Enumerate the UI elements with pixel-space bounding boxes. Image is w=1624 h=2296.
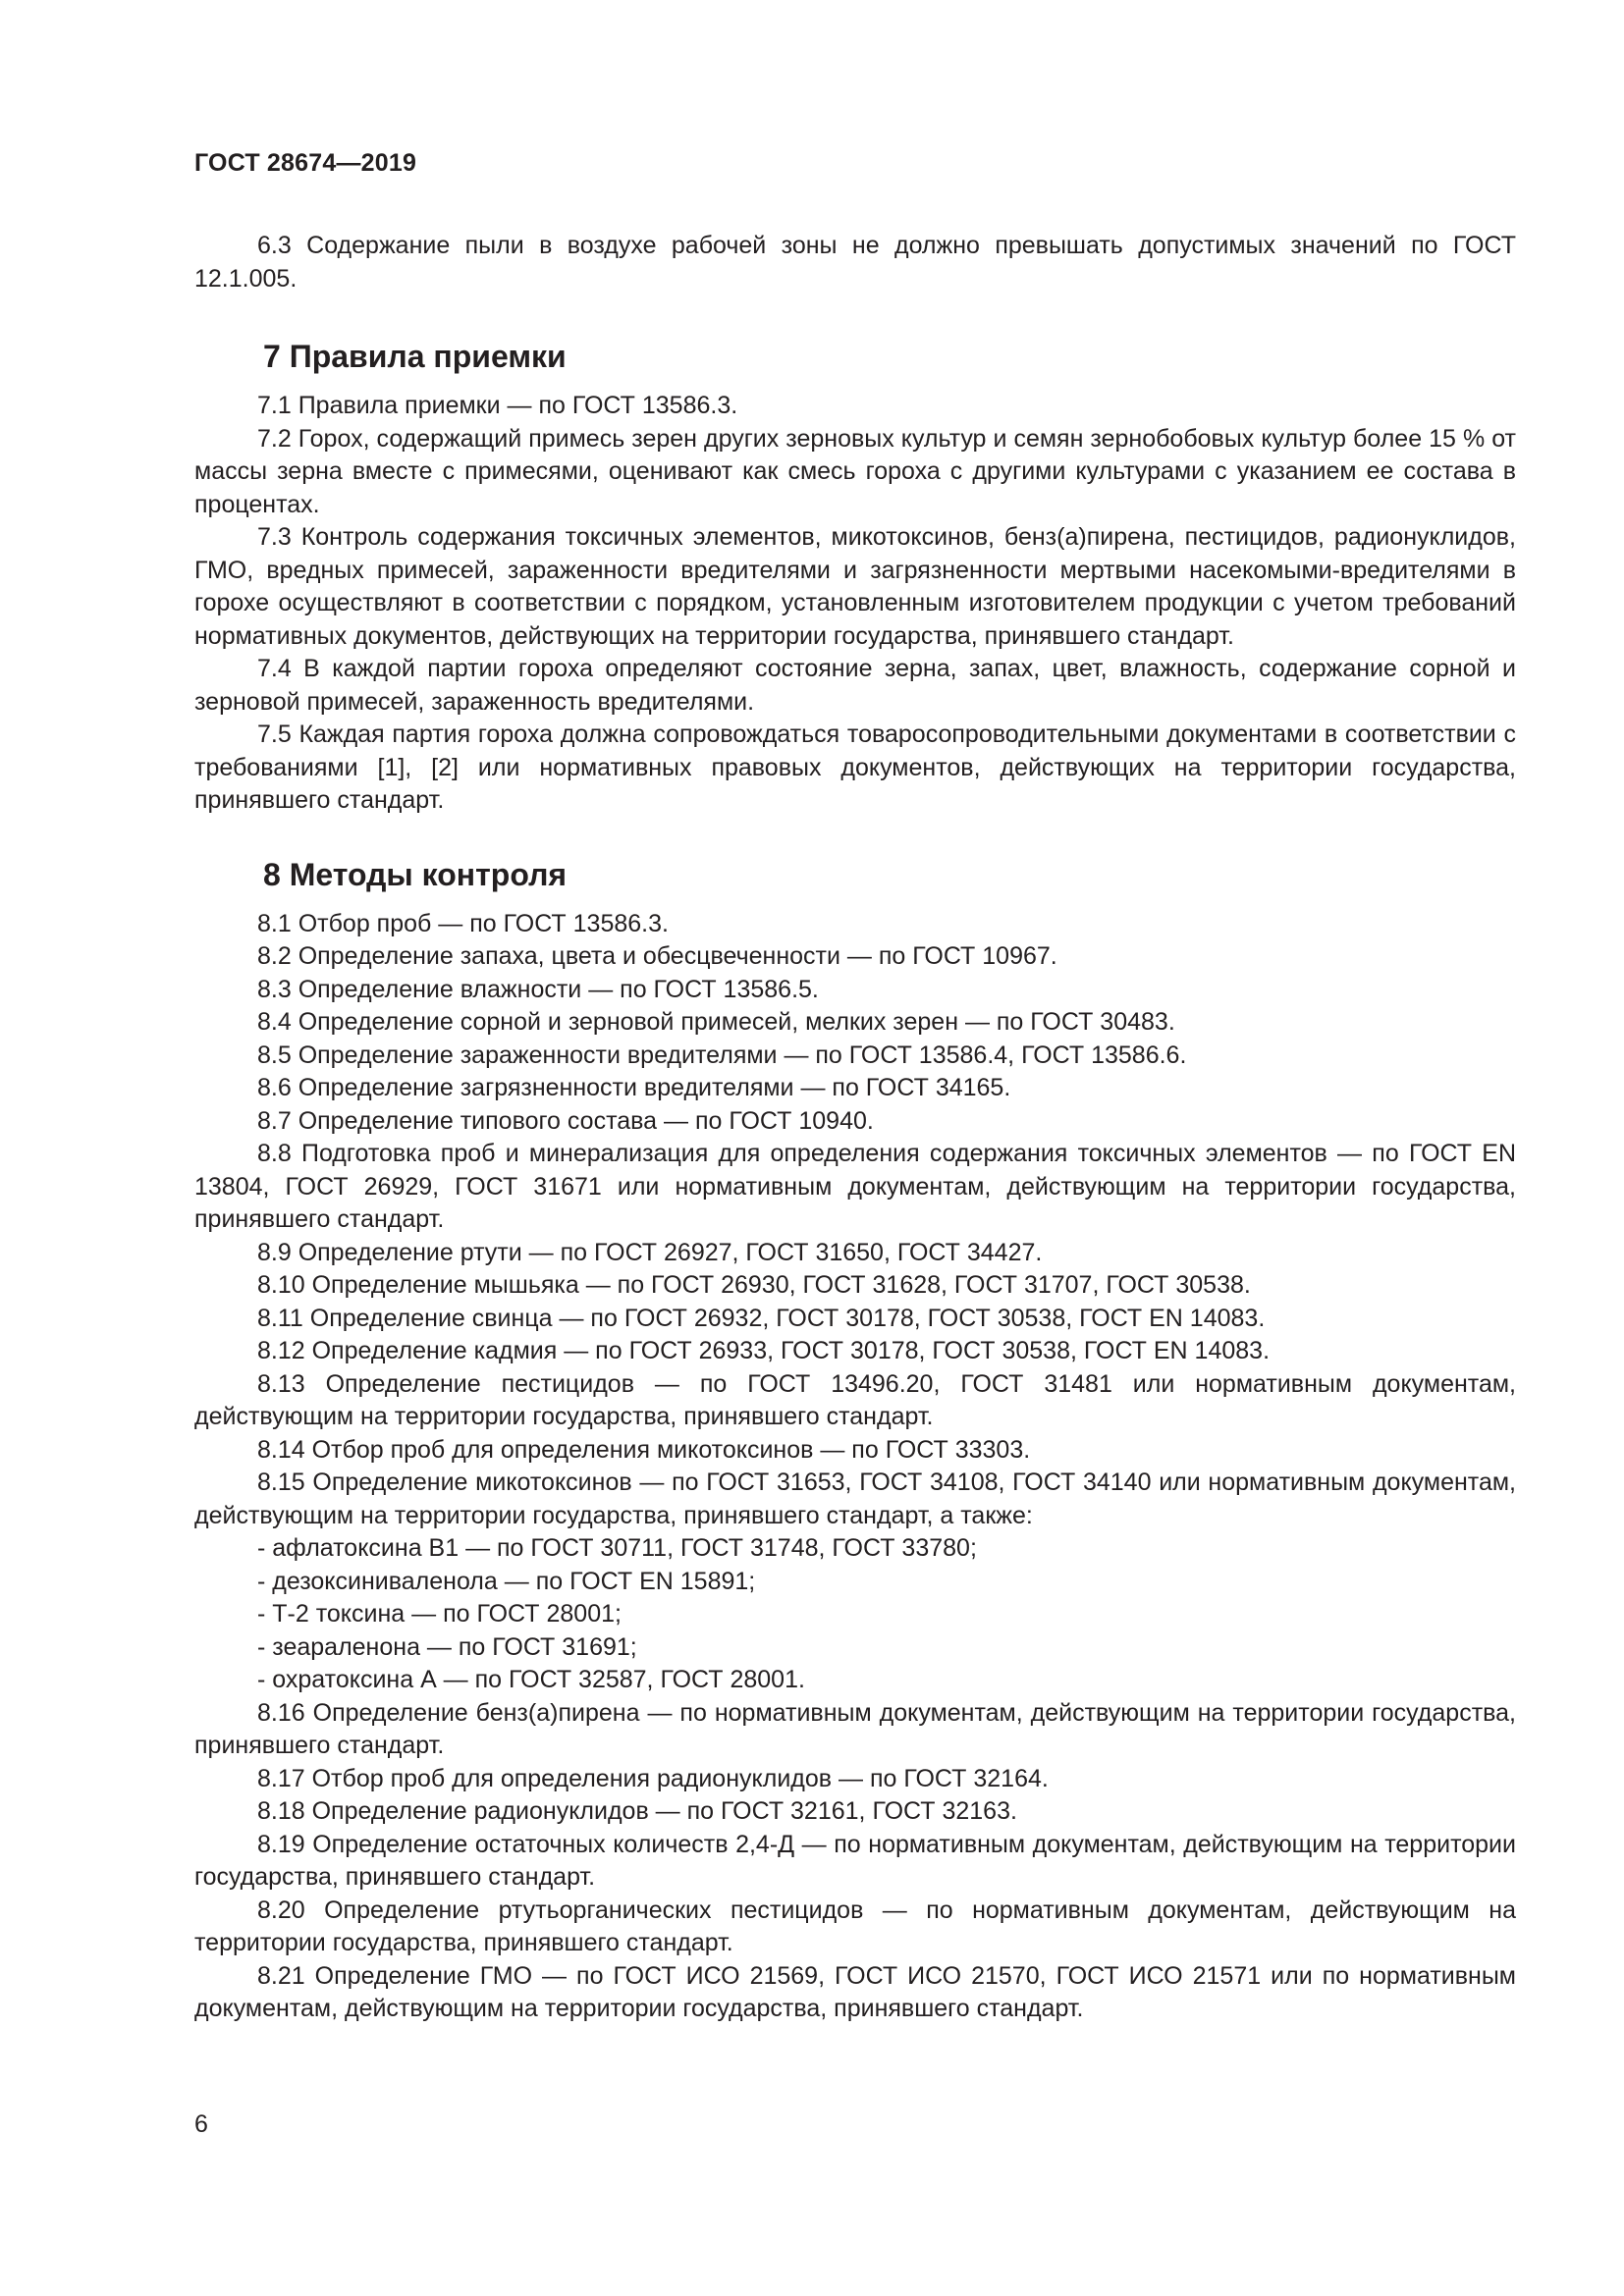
paragraph-8-17: 8.17 Отбор проб для определения радионуклидов — по ГОСТ 32164. xyxy=(257,1764,1049,1792)
paragraph-8-1: 8.1 Отбор проб — по ГОСТ 13586.3. xyxy=(257,909,669,937)
paragraph-7-3: 7.3 Контроль содержания токсичных элементов, микотоксинов, бенз(а)пирена, пестицидов, радионуклидов, ГМО, вредных примесей, зараженности вредителями и загрязненности мертвыми насекомыми-вредителями в горохе осуществляют в соответствии с порядком, установленным изготовителем продукции с учетом требований нормативных документов, действующих на территории государства, принявшего стандарт. xyxy=(194,523,1516,650)
list-item: - Т-2 токсина — по ГОСТ 28001; xyxy=(257,1600,622,1628)
list-item: - афлатоксина В1 — по ГОСТ 30711, ГОСТ 31748, ГОСТ 33780; xyxy=(257,1534,977,1562)
list-item: - дезоксиниваленола — по ГОСТ EN 15891; xyxy=(257,1567,756,1595)
paragraph-8-20: 8.20 Определение ртутьорганических пестицидов — по нормативным документам, действующим на территории государства, принявшего стандарт. xyxy=(194,1896,1516,1956)
paragraph-8-7: 8.7 Определение типового состава — по ГОСТ 10940. xyxy=(257,1106,874,1135)
paragraph-8-16: 8.16 Определение бенз(а)пирена — по нормативным документам, действующим на территории государства, принявшего стандарт. xyxy=(194,1698,1516,1759)
paragraph-8-21: 8.21 Определение ГМО — по ГОСТ ИСО 21569, ГОСТ ИСО 21570, ГОСТ ИСО 21571 или по нормативным документам, действующим на территории государства, принявшего стандарт. xyxy=(194,1961,1516,2022)
paragraph-8-14: 8.14 Отбор проб для определения микотоксинов — по ГОСТ 33303. xyxy=(257,1435,1031,1464)
paragraph-8-11: 8.11 Определение свинца — по ГОСТ 26932, ГОСТ 30178, ГОСТ 30538, ГОСТ EN 14083. xyxy=(257,1304,1266,1332)
list-item: - зеараленона — по ГОСТ 31691; xyxy=(257,1632,637,1661)
list-item: - охратоксина А — по ГОСТ 32587, ГОСТ 28001. xyxy=(257,1666,805,1693)
paragraph-8-4: 8.4 Определение сорной и зерновой примесей, мелких зерен — по ГОСТ 30483. xyxy=(257,1008,1175,1036)
paragraph-8-15: 8.15 Определение микотоксинов — по ГОСТ 31653, ГОСТ 34108, ГОСТ 34140 или нормативным документам, действующим на территории государства, принявшего стандарт, а также: xyxy=(194,1468,1516,1529)
section-7-title: 7 Правила приемки xyxy=(263,339,567,374)
paragraph-8-6: 8.6 Определение загрязненности вредителями — по ГОСТ 34165. xyxy=(257,1074,1011,1101)
document-designation: ГОСТ 28674—2019 xyxy=(194,149,417,177)
paragraph-8-10: 8.10 Определение мышьяка — по ГОСТ 26930, ГОСТ 31628, ГОСТ 31707, ГОСТ 30538. xyxy=(257,1271,1251,1299)
paragraph-8-8: 8.8 Подготовка проб и минерализация для определения содержания токсичных элементов — по ГОСТ EN 13804, ГОСТ 26929, ГОСТ 31671 или нормативным документам, действующим на территории государства, принявшего стандарт. xyxy=(194,1140,1516,1233)
paragraph-8-19: 8.19 Определение остаточных количеств 2,4-Д — по нормативным документам, действующим на территории государства, принявшего стандарт. xyxy=(194,1830,1516,1891)
paragraph-8-9: 8.9 Определение ртути — по ГОСТ 26927, ГОСТ 31650, ГОСТ 34427. xyxy=(257,1238,1043,1266)
paragraph-7-2: 7.2 Горох, содержащий примесь зерен других зерновых культур и семян зернобобовых культур более 15 % от массы зерна вместе с примесями, оценивают как смесь гороха с другими культурами с указанием ее состава в процентах. xyxy=(194,424,1516,518)
page-number: 6 xyxy=(194,2110,208,2138)
paragraph-7-4: 7.4 В каждой партии гороха определяют состояние зерна, запах, цвет, влажность, содержание сорной и зерновой примесей, зараженность вредителями. xyxy=(194,655,1516,716)
paragraph-8-13: 8.13 Определение пестицидов — по ГОСТ 13496.20, ГОСТ 31481 или нормативным документам, действующим на территории государства, принявшего стандарт. xyxy=(194,1369,1516,1430)
paragraph-8-2: 8.2 Определение запаха, цвета и обесцвеченности — по ГОСТ 10967. xyxy=(257,942,1057,970)
page-content xyxy=(194,147,1516,2026)
paragraph-7-5: 7.5 Каждая партия гороха должна сопровождаться товаросопроводительными документами в соответствии с требованиями [1], [2] или нормативных правовых документов, действующих на территории государства, принявшего стандарт. xyxy=(194,721,1516,814)
section-8-title: 8 Методы контроля xyxy=(263,856,568,892)
paragraph-7-1: 7.1 Правила приемки — по ГОСТ 13586.3. xyxy=(257,392,738,419)
paragraph-8-12: 8.12 Определение кадмия — по ГОСТ 26933, ГОСТ 30178, ГОСТ 30538, ГОСТ EN 14083. xyxy=(257,1337,1271,1364)
paragraph-8-3: 8.3 Определение влажности — по ГОСТ 13586.5. xyxy=(257,975,819,1003)
paragraph-6-3: 6.3 Содержание пыли в воздухе рабочей зоны не должно превышать допустимых значений по ГОСТ 12.1.005. xyxy=(194,232,1516,293)
paragraph-8-18: 8.18 Определение радионуклидов — по ГОСТ 32161, ГОСТ 32163. xyxy=(257,1797,1017,1825)
paragraph-8-5: 8.5 Определение зараженности вредителями — по ГОСТ 13586.4, ГОСТ 13586.6. xyxy=(257,1041,1187,1069)
